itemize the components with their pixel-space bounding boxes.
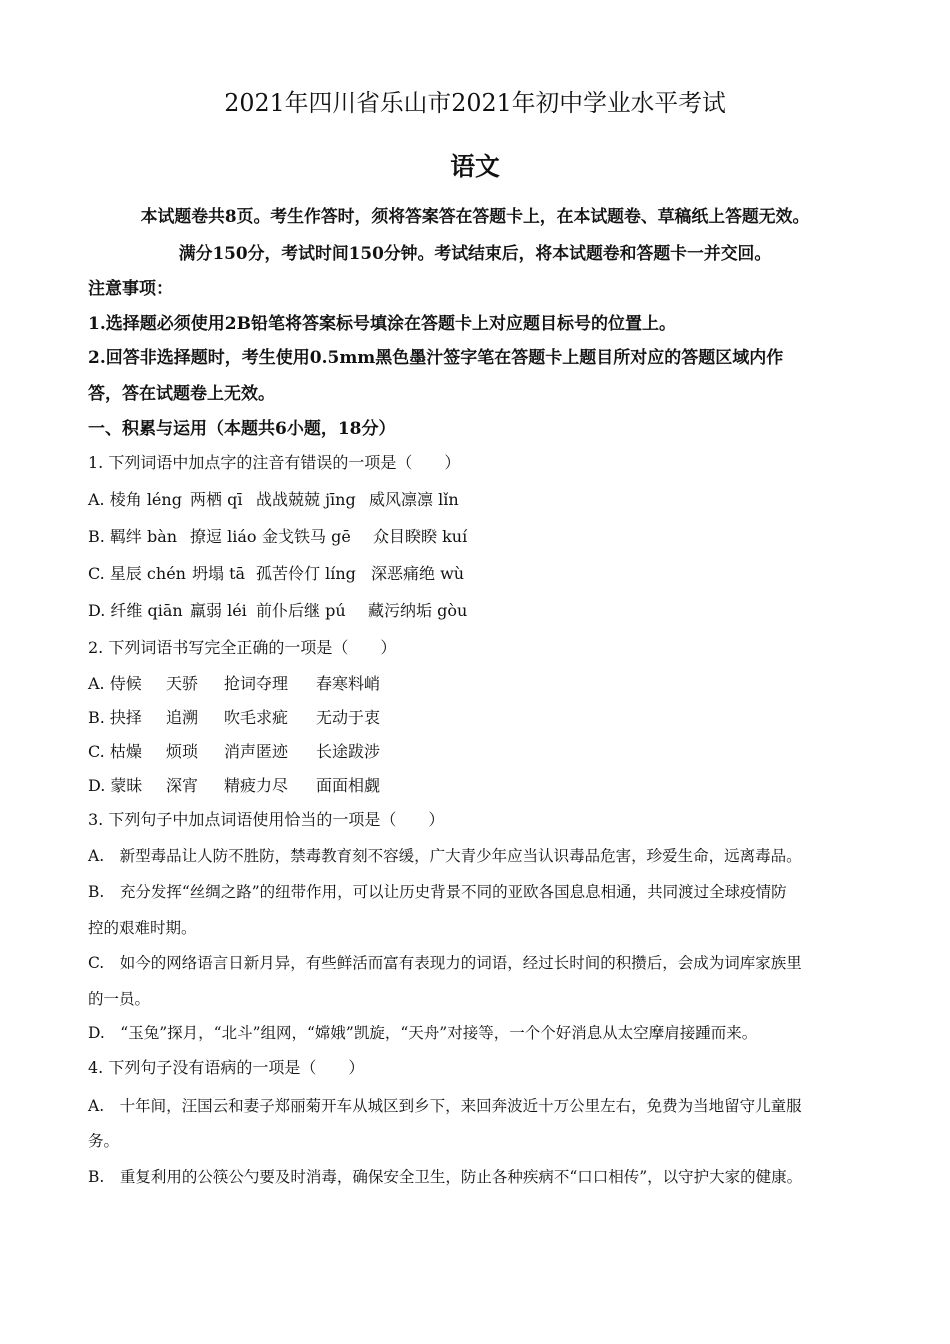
q1-a-word-1: A. 棱角 léng [88,490,182,509]
q3-option-c-line-2: 的一员。 [88,990,151,1008]
q1-b-word-4: 众目睽睽 kuí [373,527,468,546]
q2-option-c [88,739,380,765]
q1-b-word-1: B. 羁绊 bàn [88,527,178,546]
q3-option-d: D. “玉兔”探月，“北斗”组网，“嫦娥”凯旋，“天舟”对接等，一个个好消息从太空摩肩接踵而来。 [88,1024,758,1042]
intro-line-1: 本试题卷共8页。考生作答时，须将答案答在答题卡上，在本试题卷、草稿纸上答题无效。 [140,206,810,226]
q2-a-word-2: 天骄 [166,674,199,693]
q2-d-word-4: 面面相觑 [316,776,381,795]
q1-a-word-2: 两栖 qī [190,490,243,509]
q1-a-word-3: 战战兢兢 jīng [256,490,356,509]
note-2-line-2: 答，答在试题卷上无效。 [88,384,275,404]
q2-d-word-3: 精疲力尽 [224,776,289,795]
q3-stem: 3. 下列句子中加点词语使用恰当的一项是（ ） [88,810,445,829]
q1-option-a [88,487,459,513]
note-2-line-1: 2.回答非选择题时，考生使用0.5mm黑色墨汁签字笔在答题卡上题目所对应的答题区域内作 [88,348,784,368]
q1-d-word-1: D. 纤维 qiān [88,601,183,620]
q2-a-word-4: 春寒料峭 [316,674,381,693]
q3-option-b-line-1: B. 充分发挥“丝绸之路”的纽带作用，可以让历史背景不同的亚欧各国息息相通，共同渡过全球疫情防 [88,883,787,901]
q1-a-word-4: 威风凛凛 lǐn [369,490,459,509]
q1-option-c [88,561,464,587]
q2-b-word-3: 吹毛求疵 [224,708,289,727]
q1-c-word-3: 孤苦伶仃 líng [256,564,356,583]
q1-stem: 1. 下列词语中加点字的注音有错误的一项是（ ） [88,453,461,472]
intro-line-2: 满分150分，考试时间150分钟。考试结束后，将本试题卷和答题卡一并交回。 [178,243,772,263]
q2-option-b [88,705,380,731]
subject-title: 语文 [450,152,500,181]
q2-c-word-1: C. 枯燥 [88,742,142,761]
q4-option-a-line-2: 务。 [88,1132,120,1150]
q1-b-word-2: 撩逗 liáo [190,527,257,546]
q2-stem: 2. 下列词语书写完全正确的一项是（ ） [88,638,397,657]
q1-option-b [88,524,467,550]
q2-option-d [88,773,380,799]
q2-c-word-4: 长途跋涉 [316,742,381,761]
q2-option-a [88,671,380,697]
q2-a-word-3: 抢词夺理 [224,674,289,693]
q1-b-word-3: 金戈铁马 gē [262,527,351,546]
q2-d-word-1: D. 蒙昧 [88,776,143,795]
q2-a-word-1: A. 侍候 [88,674,142,693]
q3-option-a: A. 新型毒品让人防不胜防，禁毒教育刻不容缓，广大青少年应当认识毒品危害，珍爱生命，远离毒品。 [88,847,802,865]
q1-c-word-4: 深恶痛绝 wù [371,564,465,583]
q1-d-word-4: 藏污纳垢 gòu [368,601,468,620]
q3-option-c-line-1: C. 如今的网络语言日新月异，有些鲜活而富有表现力的词语，经过长时间的积攒后，会成为词库家族里 [88,954,802,972]
section-1-heading: 一、积累与运用（本题共6小题，18分） [88,419,396,439]
q1-d-word-2: 羸弱 léi [190,601,247,620]
q2-c-word-3: 消声匿迹 [224,742,289,761]
notes-heading: 注意事项： [88,279,173,299]
q1-option-d [88,598,467,624]
q1-c-word-2: 坍塌 tā [192,564,246,583]
q2-c-word-2: 烦琐 [166,742,199,761]
q3-option-b-line-2: 控的艰难时期。 [88,919,197,937]
q2-b-word-2: 追溯 [166,708,199,727]
q4-option-a-line-1: A. 十年间，汪国云和妻子郑丽菊开车从城区到乡下，来回奔波近十万公里左右，免费为当地留守儿童服 [88,1097,802,1115]
q2-d-word-2: 深宵 [166,776,199,795]
q4-stem: 4. 下列句子没有语病的一项是（ ） [88,1058,365,1077]
q1-c-word-1: C. 星辰 chén [88,564,186,583]
q2-b-word-1: B. 抉择 [88,708,142,727]
q1-d-word-3: 前仆后继 pú [256,601,346,620]
q2-b-word-4: 无动于衷 [316,708,381,727]
q4-option-b: B. 重复利用的公筷公勺要及时消毒，确保安全卫生，防止各种疾病不“口口相传”，以守护大家的健康。 [88,1168,803,1186]
exam-title: 2021年四川省乐山市2021年初中学业水平考试 [224,89,726,117]
note-1: 1.选择题必须使用2B铅笔将答案标号填涂在答题卡上对应题目标号的位置上。 [88,314,676,334]
